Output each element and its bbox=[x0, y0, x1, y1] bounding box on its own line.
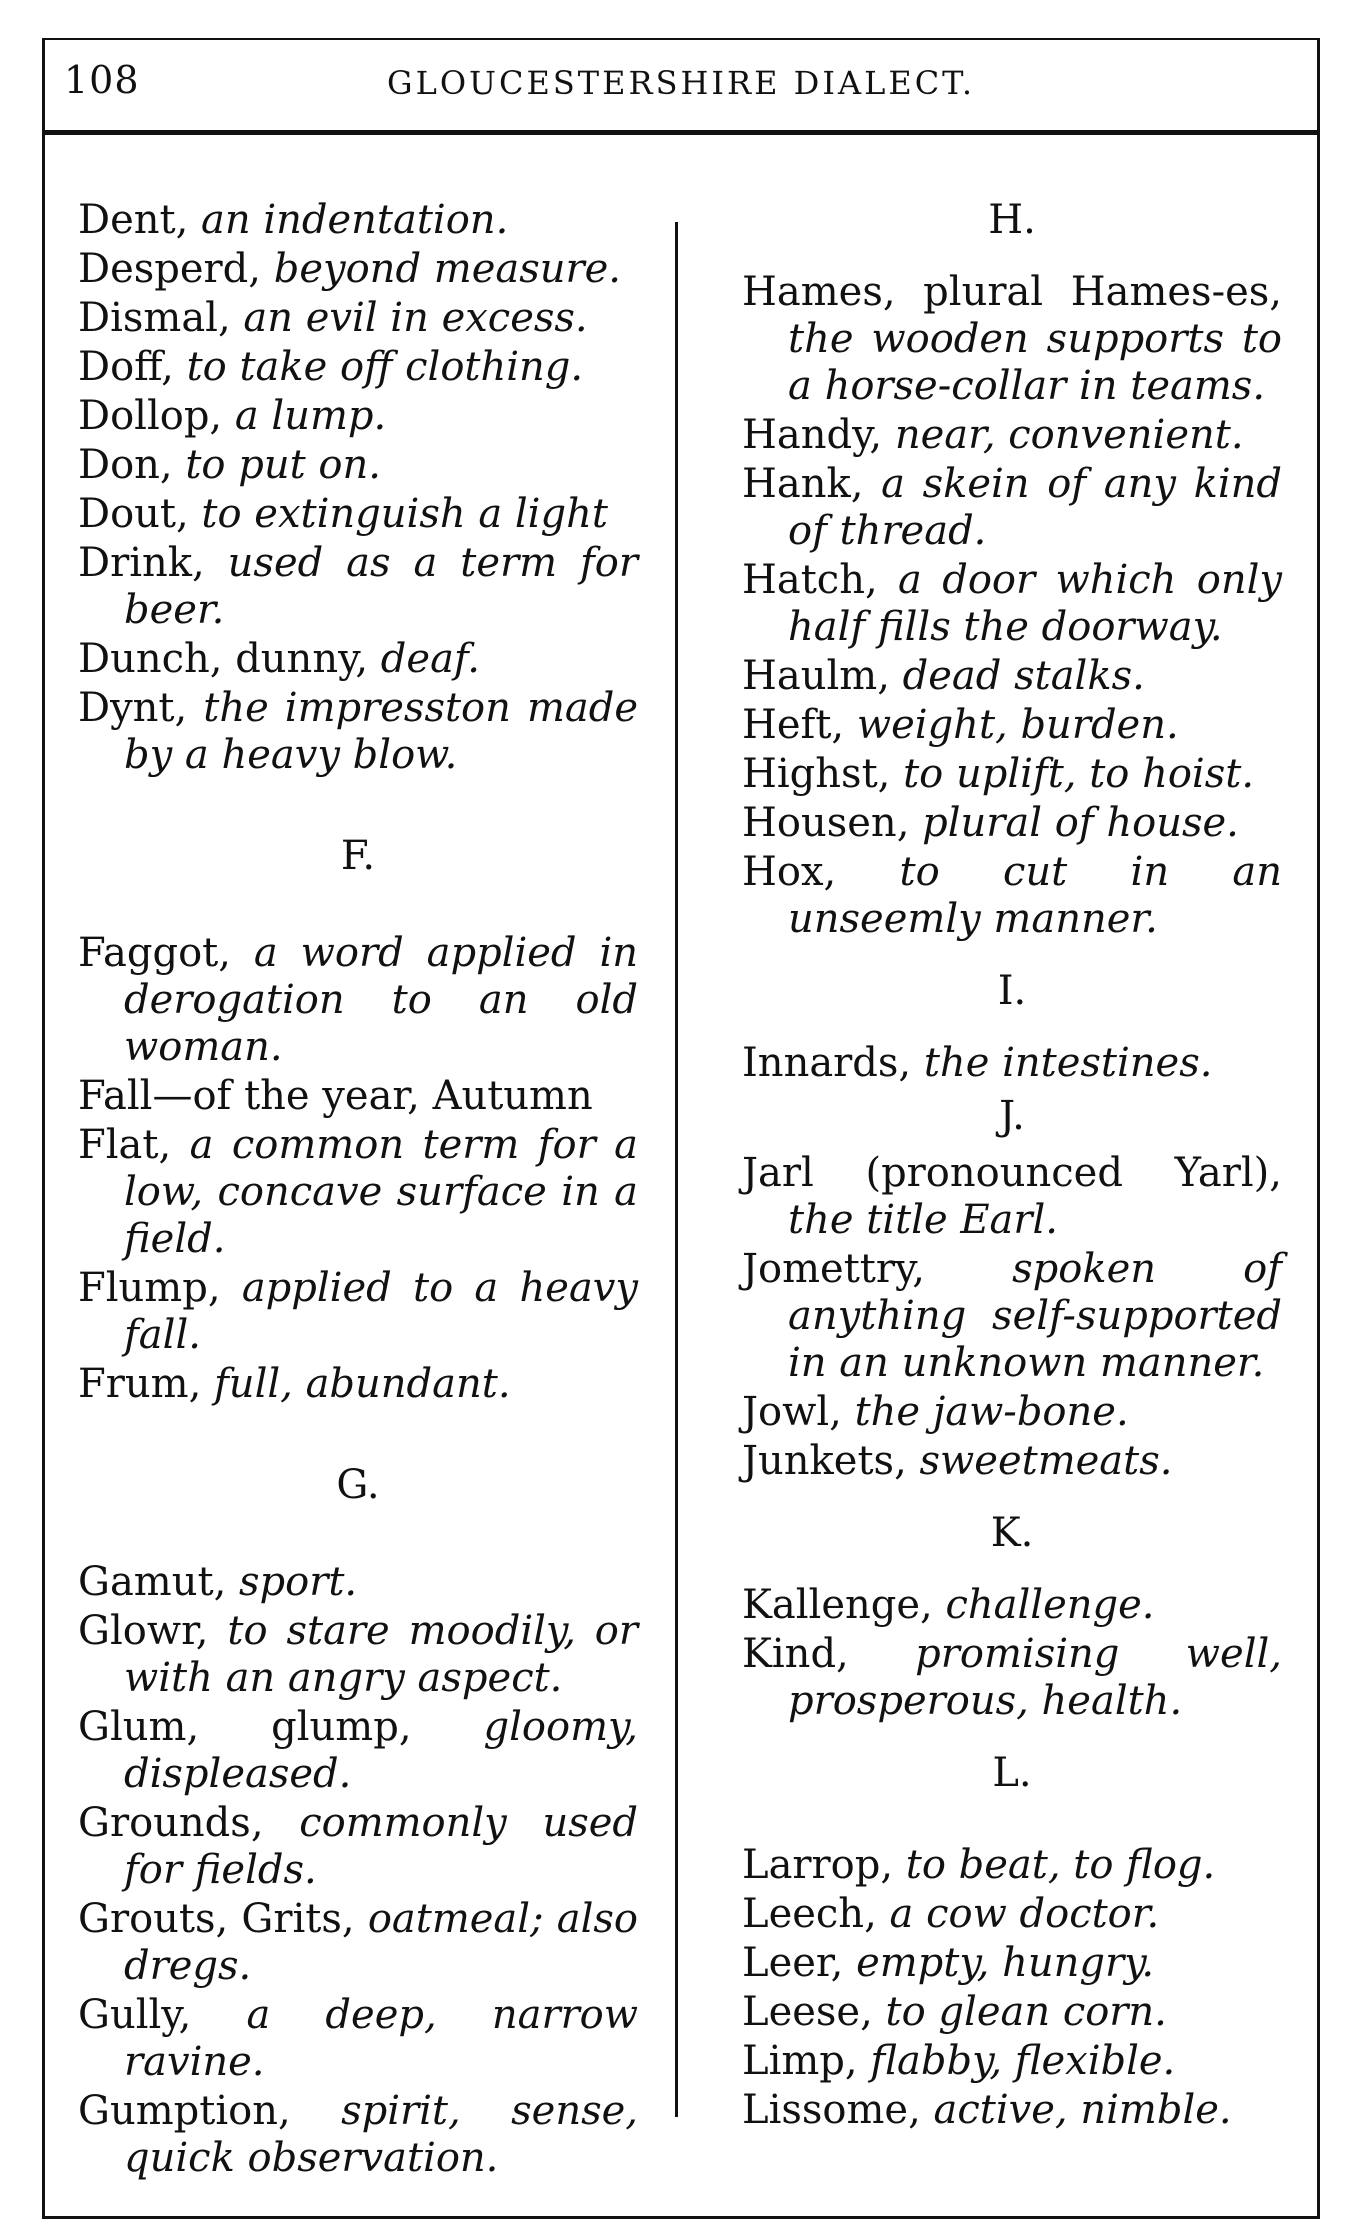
header-rule bbox=[42, 130, 1320, 135]
left-column bbox=[78, 197, 638, 2184]
entry-word: Larrop, bbox=[742, 1842, 894, 1888]
entry-definition: an evil in excess. bbox=[243, 295, 588, 341]
section-i-entries bbox=[742, 1040, 1282, 1087]
entry-definition: deaf. bbox=[380, 636, 481, 682]
glossary-entry bbox=[742, 1582, 1282, 1629]
entry-definition: applied to a heavy fall. bbox=[124, 1265, 639, 1358]
entry-word: Haulm, bbox=[742, 653, 890, 699]
entry-word: Gully, bbox=[78, 1992, 192, 2038]
running-title: GLOUCESTERSHIRE DIALECT. bbox=[387, 64, 975, 102]
entry-word: Junkets, bbox=[742, 1438, 907, 1484]
section-g-entries bbox=[78, 1559, 638, 2182]
entry-definition: beyond measure. bbox=[273, 246, 622, 292]
entry-definition: spoken of anything self-supported in an unknown manner. bbox=[788, 1246, 1282, 1386]
entry-word: Handy, bbox=[742, 412, 883, 458]
section-heading-i: I. bbox=[997, 968, 1027, 1014]
glossary-entry bbox=[742, 1389, 1282, 1436]
entry-word: Dismal, bbox=[78, 295, 231, 341]
entry-definition: to extinguish a light bbox=[201, 491, 608, 537]
glossary-entry bbox=[78, 1073, 638, 1120]
entry-word: Dunch, dunny, bbox=[78, 636, 369, 682]
entry-word: Gamut, bbox=[78, 1559, 227, 1605]
entry-word: Lissome, bbox=[742, 2087, 921, 2133]
entry-word: Drink, bbox=[78, 540, 205, 586]
entry-definition: to take off clothing. bbox=[186, 344, 584, 390]
entry-word: Jarl (pronounced Yarl), bbox=[742, 1150, 1282, 1196]
entry-word: Highst, bbox=[742, 751, 891, 797]
entry-definition: near, convenient. bbox=[894, 412, 1244, 458]
glossary-entry bbox=[78, 1992, 638, 2086]
entry-word: Doff, bbox=[78, 344, 174, 390]
glossary-entry bbox=[78, 540, 638, 634]
entry-word: Don, bbox=[78, 442, 173, 488]
entry-word: Gumption, bbox=[78, 2088, 291, 2134]
glossary-entry bbox=[742, 1842, 1282, 1889]
section-heading-f: F. bbox=[340, 833, 376, 879]
entry-word: Leer, bbox=[742, 1940, 844, 1986]
glossary-entry bbox=[78, 1704, 638, 1798]
entry-word: Grouts, Grits, bbox=[78, 1896, 355, 1942]
entry-definition: used as a term for beer. bbox=[124, 540, 639, 633]
glossary-entry bbox=[78, 1559, 638, 1606]
entry-word: Hatch, bbox=[742, 557, 878, 603]
glossary-entry bbox=[78, 1800, 638, 1894]
entry-word: Desperd, bbox=[78, 246, 261, 292]
entry-definition: the impresston made by a heavy blow. bbox=[124, 685, 638, 778]
entry-word: Kallenge, bbox=[742, 1582, 933, 1628]
entry-word: Jomettry, bbox=[742, 1246, 925, 1292]
entry-definition: commonly used for fields. bbox=[124, 1800, 639, 1893]
section-k-entries bbox=[742, 1582, 1282, 1725]
entry-word: Jowl, bbox=[742, 1389, 842, 1435]
entry-definition: a common term for a low, concave surface in a field. bbox=[124, 1122, 639, 1262]
entry-definition: full, abundant. bbox=[214, 1361, 511, 1407]
glossary-entry bbox=[742, 412, 1282, 459]
page-number: 108 bbox=[64, 58, 140, 102]
entry-word: Faggot, bbox=[78, 930, 231, 976]
entry-definition: to glean corn. bbox=[885, 1989, 1167, 2035]
glossary-entry bbox=[742, 1438, 1282, 1485]
entry-definition: promising well, prosperous, health. bbox=[788, 1631, 1282, 1724]
entry-definition: oatmeal; also dregs. bbox=[124, 1896, 638, 1989]
glossary-entry bbox=[742, 702, 1282, 749]
entry-definition: the intestines. bbox=[923, 1040, 1213, 1086]
entry-word: Glum, glump, bbox=[78, 1704, 412, 1750]
entry-word: Hox, bbox=[742, 849, 837, 895]
entry-word: Glowr, bbox=[78, 1608, 209, 1654]
glossary-entry bbox=[742, 1631, 1282, 1725]
entry-definition: spirit, sense, quick observation. bbox=[124, 2088, 638, 2181]
glossary-entry bbox=[742, 2038, 1282, 2085]
entry-word: Flat, bbox=[78, 1122, 172, 1168]
entry-word: Flump, bbox=[78, 1265, 221, 1311]
entry-definition: active, nimble. bbox=[933, 2087, 1232, 2133]
entry-definition: weight, burden. bbox=[856, 702, 1179, 748]
glossary-entry bbox=[742, 1940, 1282, 1987]
glossary-entry bbox=[742, 1891, 1282, 1938]
entry-word: Grounds, bbox=[78, 1800, 264, 1846]
entry-definition: a lump. bbox=[234, 393, 387, 439]
entry-definition: flabby, flexible. bbox=[870, 2038, 1176, 2084]
entry-definition: the wooden supports to a horse-collar in teams. bbox=[788, 316, 1282, 409]
entry-word: Hames, plural Hames-es, bbox=[742, 269, 1282, 315]
glossary-entry bbox=[78, 491, 638, 538]
section-heading-k: K. bbox=[990, 1510, 1034, 1556]
glossary-entry bbox=[78, 197, 638, 244]
glossary-entry bbox=[742, 269, 1282, 410]
entry-definition: a door which only half fills the doorway. bbox=[788, 557, 1282, 650]
entry-word: Dollop, bbox=[78, 393, 223, 439]
section-heading-j: J. bbox=[999, 1093, 1025, 1139]
glossary-entry bbox=[78, 685, 638, 779]
glossary-entry bbox=[78, 393, 638, 440]
entry-definition: the title Earl. bbox=[788, 1197, 1059, 1243]
glossary-entry bbox=[78, 442, 638, 489]
glossary-entry bbox=[742, 1989, 1282, 2036]
entry-word: Kind, bbox=[742, 1631, 849, 1677]
entry-word: Dent, bbox=[78, 197, 189, 243]
section-heading-g: G. bbox=[336, 1462, 380, 1508]
entry-word: Housen, bbox=[742, 800, 910, 846]
entry-definition: to cut in an unseemly manner. bbox=[788, 849, 1282, 942]
entry-definition: to put on. bbox=[185, 442, 381, 488]
entry-definition: an indentation. bbox=[201, 197, 509, 243]
section-d-entries bbox=[78, 197, 638, 779]
entry-definition: to stare moodily, or with an angry aspect. bbox=[124, 1608, 639, 1701]
section-h-entries bbox=[742, 269, 1282, 943]
glossary-entry bbox=[742, 849, 1282, 943]
glossary-entry bbox=[78, 930, 638, 1071]
entry-definition: to beat, to flog. bbox=[905, 1842, 1216, 1888]
entry-definition: to uplift, to hoist. bbox=[903, 751, 1255, 797]
entry-word: Innards, bbox=[742, 1040, 912, 1086]
entry-definition: plural of house. bbox=[922, 800, 1239, 846]
glossary-entry bbox=[742, 1040, 1282, 1087]
glossary-entry bbox=[742, 1246, 1282, 1387]
entry-word: Heft, bbox=[742, 702, 845, 748]
section-heading-h: H. bbox=[988, 197, 1036, 243]
entry-definition: a deep, narrow ravine. bbox=[124, 1992, 639, 2085]
column-divider bbox=[675, 222, 678, 2117]
entry-definition: empty, hungry. bbox=[856, 1940, 1155, 1986]
glossary-entry bbox=[78, 1896, 638, 1990]
section-j-entries bbox=[742, 1150, 1282, 1485]
glossary-entry bbox=[742, 557, 1282, 651]
entry-definition: sweetmeats. bbox=[919, 1438, 1173, 1484]
entry-definition: dead stalks. bbox=[902, 653, 1145, 699]
entry-word: Dout, bbox=[78, 491, 189, 537]
glossary-entry bbox=[78, 2088, 638, 2182]
entry-definition: the jaw-bone. bbox=[854, 1389, 1129, 1435]
entry-word: Limp, bbox=[742, 2038, 858, 2084]
glossary-entry bbox=[742, 751, 1282, 798]
right-column bbox=[742, 197, 1282, 2136]
glossary-entry bbox=[742, 653, 1282, 700]
glossary-entry bbox=[78, 1122, 638, 1263]
glossary-entry bbox=[78, 636, 638, 683]
section-l-entries bbox=[742, 1842, 1282, 2134]
entry-word: Frum, bbox=[78, 1361, 202, 1407]
page-header bbox=[42, 50, 1320, 140]
glossary-entry bbox=[742, 2087, 1282, 2134]
entry-definition: gloomy, displeased. bbox=[124, 1704, 638, 1797]
glossary-entry bbox=[78, 1608, 638, 1702]
glossary-entry bbox=[78, 246, 638, 293]
glossary-entry bbox=[78, 344, 638, 391]
entry-definition: a word applied in derogation to an old woman. bbox=[124, 930, 639, 1070]
entry-definition: sport. bbox=[239, 1559, 358, 1605]
entry-word: Leese, bbox=[742, 1989, 873, 2035]
glossary-entry bbox=[742, 1150, 1282, 1244]
entry-word: Leech, bbox=[742, 1891, 877, 1937]
glossary-entry bbox=[742, 461, 1282, 555]
entry-definition: challenge. bbox=[945, 1582, 1155, 1628]
glossary-entry bbox=[78, 1265, 638, 1359]
entry-word: Fall—of the year, Autumn bbox=[78, 1073, 593, 1119]
glossary-entry bbox=[78, 295, 638, 342]
entry-definition: a cow doctor. bbox=[889, 1891, 1160, 1937]
glossary-entry bbox=[78, 1361, 638, 1408]
section-heading-l: L. bbox=[992, 1750, 1032, 1796]
glossary-entry bbox=[742, 800, 1282, 847]
entry-definition: a skein of any kind of thread. bbox=[788, 461, 1282, 554]
entry-word: Hank, bbox=[742, 461, 864, 507]
entry-word: Dynt, bbox=[78, 685, 188, 731]
section-f-entries bbox=[78, 930, 638, 1408]
